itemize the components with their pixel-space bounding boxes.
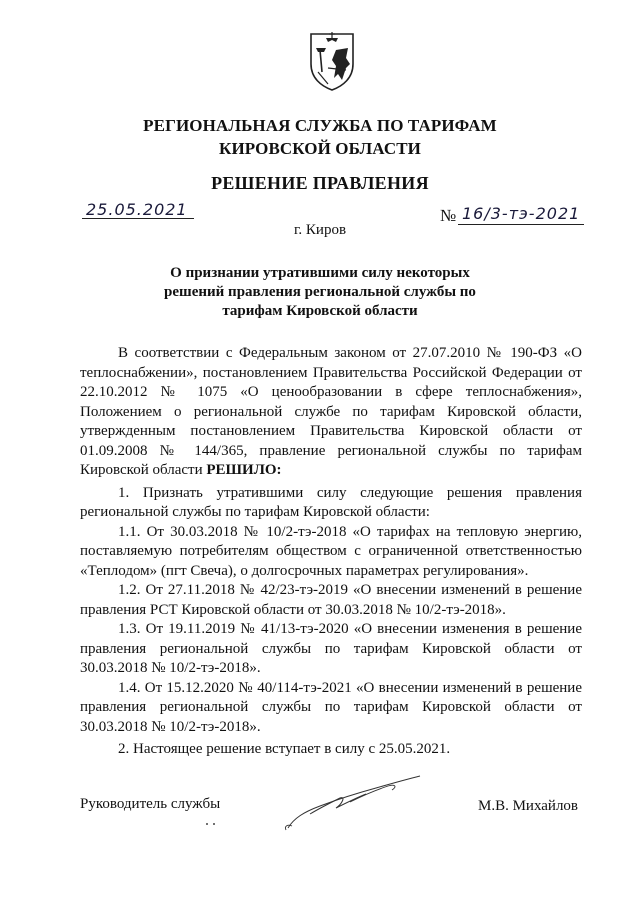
city: г. Киров (293, 222, 347, 238)
item-1-4: 1.4. От 15.12.2020 № 40/114-тэ-2021 «О внесении изменений в решение правления региональной службы по тарифам Кировской области от 30.03.2018 № 10/2-тэ-2018». (80, 679, 582, 735)
subject-line-3: тарифам Кировской области (222, 303, 418, 319)
item-1-3: 1.3. От 19.11.2019 № 41/13-тэ-2020 «О внесении изменения в решение правления региональной службы по тарифам Кировской области от 30.03.2018 № 10/2-тэ-2018». (80, 621, 582, 676)
decided-word: РЕШИЛО: (206, 462, 282, 478)
org-line-1: РЕГИОНАЛЬНАЯ СЛУЖБА ПО ТАРИФАМ (143, 116, 497, 135)
document-number: 16/3-тэ-2021 (462, 204, 581, 223)
item-1-1: 1.1. От 30.03.2018 № 10/2-тэ-2018 «О тарифах на тепловую энергию, поставляемую потребителям обществом с ограниченной ответственностью «Теплодом» (пгт Свеча), о долгосрочных параметрах регулирования». (80, 523, 582, 579)
item-1-2: 1.2. От 27.11.2018 № 42/23-тэ-2019 «О внесении изменений в решение правления РСТ Кировской области от 30.03.2018 № 10/2-тэ-2018». (80, 582, 582, 618)
item-1: 1. Признать утратившими силу следующие решения правления региональной службы по тарифам Кировской области: (80, 484, 582, 520)
document-date: 25.05.2021 (86, 200, 188, 219)
organization-name (0, 114, 640, 160)
document-subject (0, 264, 640, 321)
signatory-title: Руководитель службы (80, 796, 221, 812)
intro-paragraph (80, 344, 582, 481)
document-type: РЕШЕНИЕ ПРАВЛЕНИЯ (211, 173, 429, 193)
document-body (80, 344, 582, 760)
scan-speck (205, 822, 217, 826)
handwritten-signature (280, 768, 430, 838)
intro-text: В соответствии с Федеральным законом от 27.07.2010 № 190-ФЗ «О теплоснабжении», постановлением Правительства Российской Федерации от 22.10.2012 № 1075 «О ценообразовании в сфере теплоснабжения», Положением о региональной службе по тарифам Кировской области, утвержденным постановлением Правительства Кировской области от 01.09.2008 № 144/365, правление региональной службы по тарифам Кировской области (80, 345, 582, 478)
item-2: 2. Настоящее решение вступает в силу с 25.05.2021. (118, 741, 451, 757)
signatory-name: М.В. Михайлов (478, 798, 579, 814)
number-label: № (440, 206, 457, 225)
date-underline (82, 218, 194, 219)
org-line-2: КИРОВСКОЙ ОБЛАСТИ (219, 139, 421, 158)
subject-line-2: решений правления региональной службы по (164, 284, 476, 300)
kirov-oblast-coat-of-arms-icon (306, 28, 358, 92)
subject-line-1: О признании утратившими силу некоторых (170, 265, 470, 281)
